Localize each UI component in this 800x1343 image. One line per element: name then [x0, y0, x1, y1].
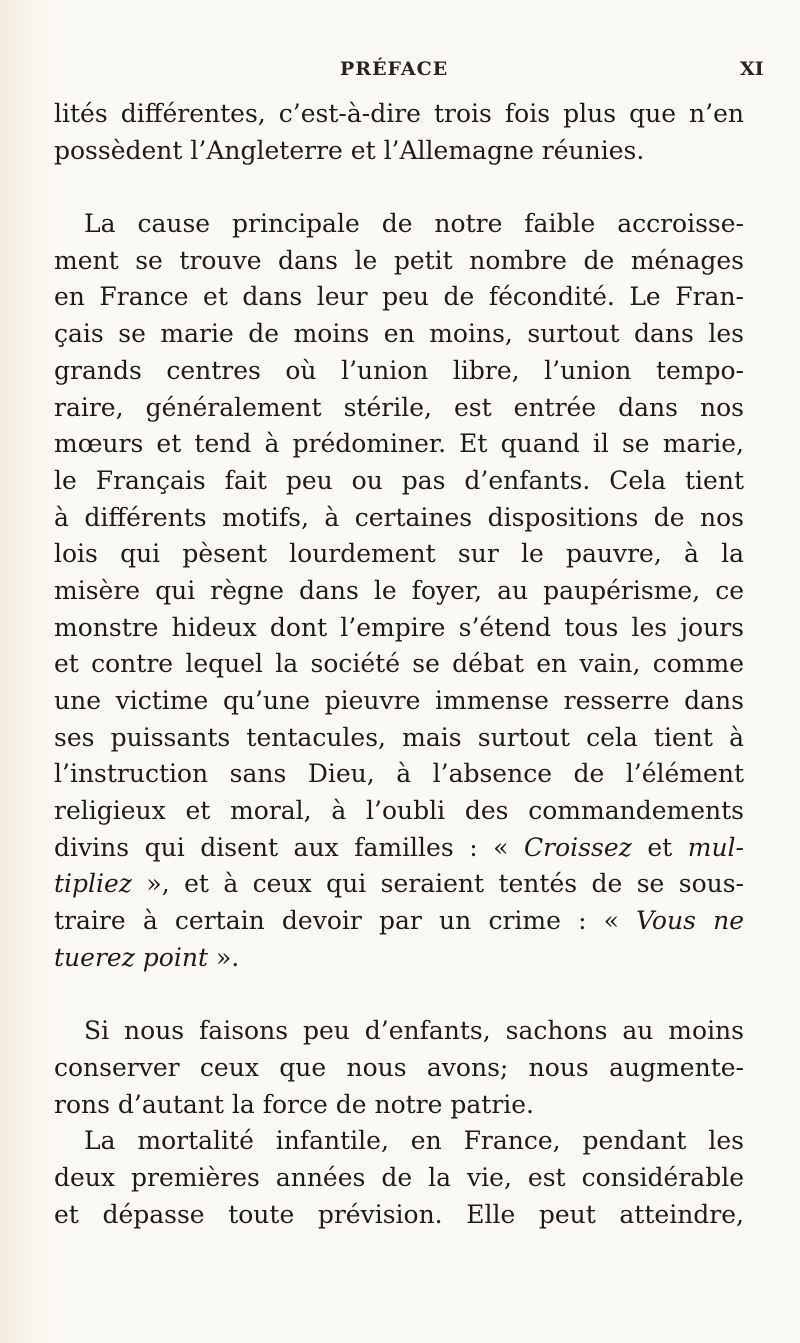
text-line: lois qui pèsent lourdement sur le pauvre, à la	[54, 539, 744, 569]
text-line: conserver ceux que nous avons; nous augmente-	[54, 1052, 744, 1082]
text-line: le Français fait peu ou pas d’enfants. Cela tient	[54, 465, 744, 495]
text-line: l’instruction sans Dieu, à l’absence de l’élément	[54, 759, 744, 789]
text-line: çais se marie de moins en moins, surtout dans les	[54, 319, 744, 349]
text-line: et dépasse toute prévision. Elle peut atteindre,	[54, 1199, 744, 1229]
text-line: ment se trouve dans le petit nombre de ménages	[54, 245, 744, 275]
text-line: grands centres où l’union libre, l’union tempo-	[54, 355, 744, 385]
text-line: tuerez point ».	[54, 942, 240, 972]
paragraph-gap	[54, 169, 744, 206]
text-line: ses puissants tentacules, mais surtout cela tient à	[54, 722, 744, 752]
text-line: religieux et moral, à l’oubli des commandements	[54, 796, 744, 826]
paragraph-1	[54, 96, 744, 169]
text-line: lités différentes, c’est-à-dire trois fois plus que n’en	[54, 99, 744, 128]
text-line: La cause principale de notre faible accroisse-	[84, 209, 744, 239]
running-title: PRÉFACE	[340, 58, 449, 80]
paragraph-2	[54, 206, 744, 976]
text-line: en France et dans leur peu de fécondité. Le Fran-	[54, 282, 744, 312]
text-line: mœurs et tend à prédominer. Et quand il se marie,	[54, 429, 744, 459]
text-line: divins qui disent aux familles : « Croissez et mul-	[54, 832, 744, 862]
text-line: monstre hideux dont l’empire s’étend tous les jours	[54, 612, 744, 642]
running-head	[0, 58, 800, 88]
text-line: une victime qu’une pieuvre immense resserre dans	[54, 686, 744, 715]
text-line: possèdent l’Angleterre et l’Allemagne réunies.	[54, 135, 645, 165]
body-text	[54, 96, 744, 1233]
text-line: deux premières années de la vie, est considérable	[54, 1162, 744, 1192]
text-line: et contre lequel la société se débat en vain, comme	[54, 649, 744, 679]
text-line: raire, généralement stérile, est entrée dans nos	[54, 392, 744, 422]
text-line: à différents motifs, à certaines dispositions de nos	[54, 502, 744, 532]
text-line: tipliez », et à ceux qui seraient tentés de se sous-	[54, 869, 744, 899]
text-line: traire à certain devoir par un crime : « Vous ne	[54, 906, 744, 936]
text-line: Si nous faisons peu d’enfants, sachons au moins	[84, 1016, 744, 1046]
text-line: rons d’autant la force de notre patrie.	[54, 1089, 535, 1119]
text-line: misère qui règne dans le foyer, au paupérisme, ce	[54, 575, 744, 605]
page-number: XI	[740, 58, 764, 80]
text-line: La mortalité infantile, en France, pendant les	[84, 1126, 744, 1156]
paragraph-3	[54, 1013, 744, 1123]
paragraph-4	[54, 1123, 744, 1233]
paragraph-gap	[54, 977, 744, 1014]
